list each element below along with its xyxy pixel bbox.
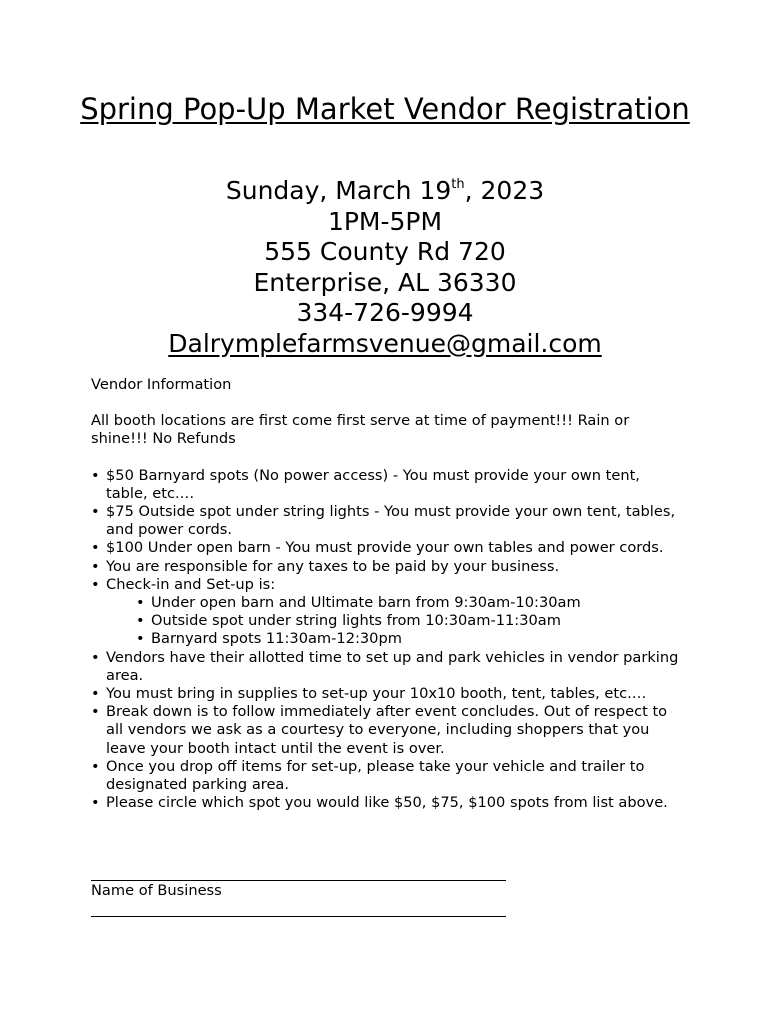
list-item: • Barnyard spots 11:30am-12:30pm	[136, 630, 681, 648]
list-item: • $75 Outside spot under string lights - You must provide your own tent, tables, and power cords.	[91, 503, 681, 539]
checkin-times-list	[106, 594, 681, 649]
booth-notice: All booth locations are first come first serve at time of payment!!! Rain or shine!!! No Refunds	[91, 412, 630, 448]
title-text: Spring Pop-Up Market Vendor Registration	[80, 92, 690, 126]
page-title	[0, 92, 770, 126]
business-name-field[interactable]	[91, 880, 506, 881]
list-item: • Once you drop off items for set-up, please take your vehicle and trailer to designated parking area.	[91, 758, 681, 794]
event-date: Sunday, March 19th, 2023	[225, 176, 545, 205]
list-item-checkin	[91, 576, 681, 649]
list-item: • $50 Barnyard spots (No power access) - You must provide your own tent, table, etc.…	[91, 467, 681, 503]
event-time: 1PM-5PM	[327, 206, 443, 236]
rules-list	[91, 467, 681, 813]
list-item: • Under open barn and Ultimate barn from 9:30am-10:30am	[136, 594, 681, 612]
list-item: • Outside spot under string lights from 10:30am-11:30am	[136, 612, 681, 630]
list-item: • You are responsible for any taxes to be paid by your business.	[91, 558, 681, 576]
event-address-line1: 555 County Rd 720	[264, 237, 506, 266]
document-body	[91, 376, 681, 812]
list-item: • You must bring in supplies to set-up your 10x10 booth, tent, tables, etc.…	[91, 685, 681, 703]
list-item: • Break down is to follow immediately after event concludes. Out of respect to all vendors we ask as a courtesy to everyone, including shoppers that you leave your booth intact until the event is over.	[91, 703, 681, 758]
list-item: • $100 Under open barn - You must provide your own tables and power cords.	[91, 539, 681, 557]
checkin-label: Check-in and Set-up is:	[106, 575, 276, 593]
event-details	[0, 176, 770, 359]
signature-field[interactable]	[91, 916, 506, 917]
event-email-link[interactable]: Dalrymplefarmsvenue@gmail.com	[168, 328, 602, 358]
list-item: • Vendors have their allotted time to set up and park vehicles in vendor parking area.	[91, 649, 681, 685]
event-phone: 334-726-9994	[296, 298, 474, 327]
event-address-line2: Enterprise, AL 36330	[253, 267, 517, 297]
vendor-info-heading: Vendor Information	[91, 376, 232, 393]
list-item: • Please circle which spot you would like $50, $75, $100 spots from list above.	[91, 794, 681, 812]
business-name-label: Name of Business	[91, 882, 222, 899]
